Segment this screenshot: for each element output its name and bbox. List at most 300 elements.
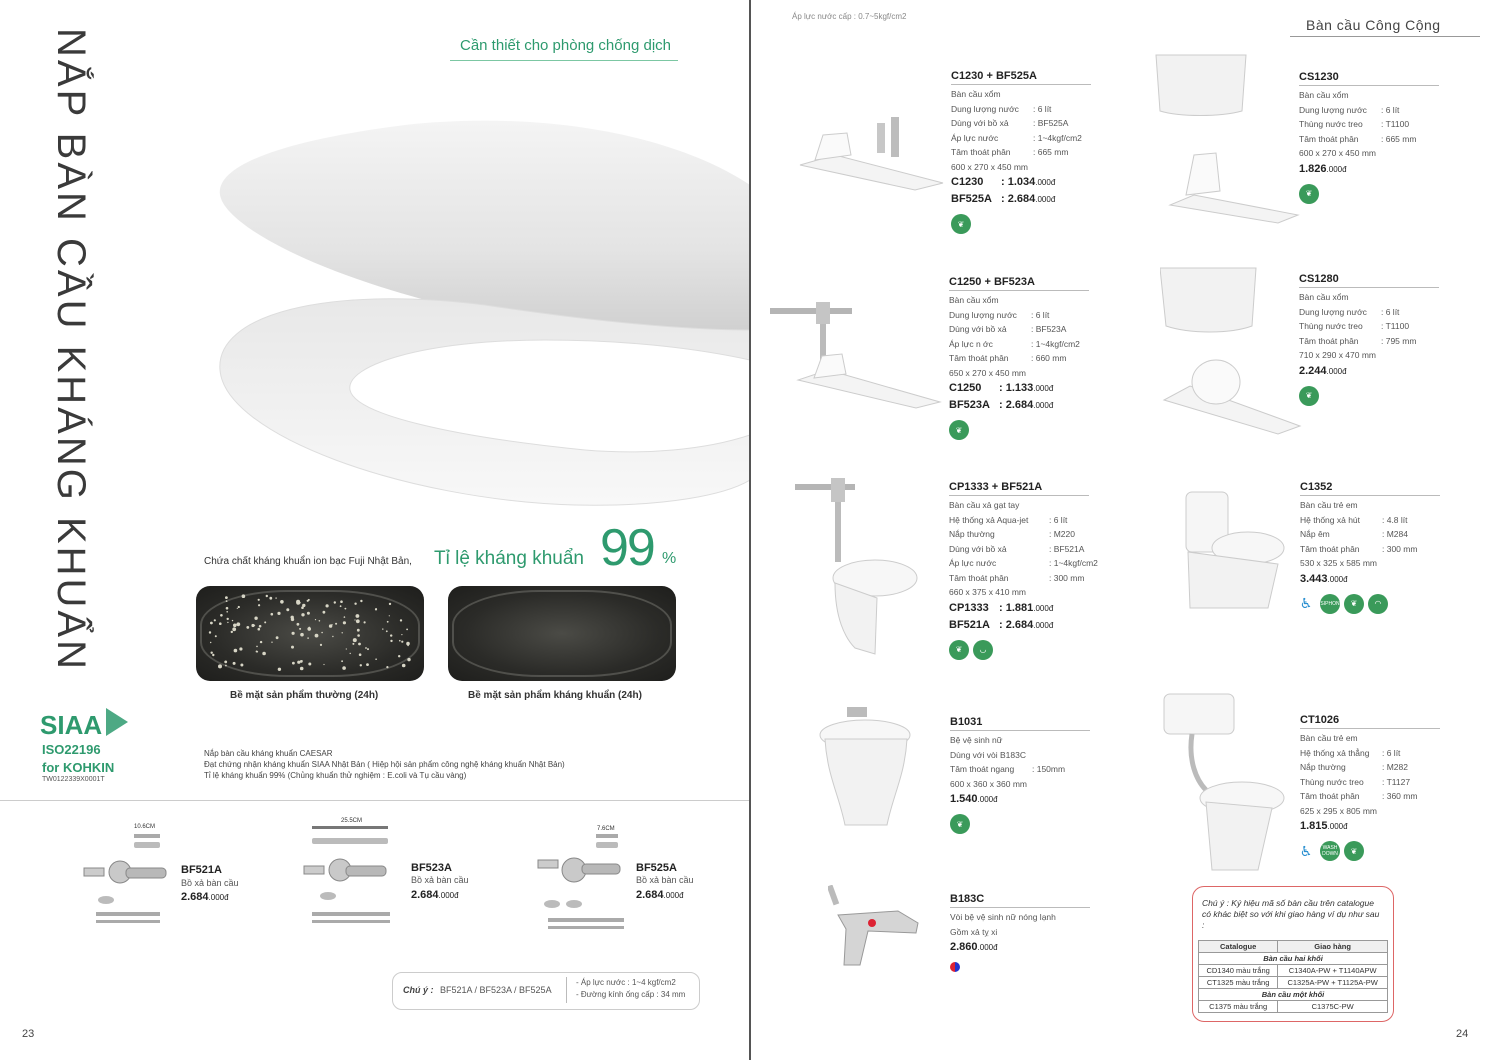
bacteria-dot (332, 636, 333, 637)
squat-toilet-cs1230-image (1150, 45, 1300, 225)
hot-cold-icon (950, 962, 960, 972)
spec-row: Hệ thống xả hút : 4.8 lít (1300, 514, 1408, 525)
price-row: BF525A : 2.684.000đ (951, 193, 1056, 205)
spec-row: Tâm thoát phân : 795 mm (1299, 335, 1417, 346)
bacteria-dot (209, 631, 211, 633)
petri-anti-caption: Bề mặt sản phẩm kháng khuẩn (24h) (468, 690, 642, 701)
spec-row: Hệ thống xả Aqua-jet : 6 lít (949, 514, 1068, 525)
bacteria-dot (233, 624, 237, 628)
bacteria-dot (225, 665, 227, 667)
bacteria-dot (259, 625, 262, 628)
bacteria-dot (366, 663, 369, 666)
product-type: Bàn cầu xổm (949, 295, 999, 305)
bacteria-dot (251, 624, 254, 627)
product-type: Bàn cầu trẻ em (1300, 733, 1358, 743)
valve-code: BF523A (411, 862, 452, 874)
bacteria-dot (307, 600, 309, 602)
bacteria-dot (211, 652, 213, 654)
spec-row: Tâm thoát phân : 300 mm (949, 572, 1085, 583)
petri-dish-normal-image (196, 586, 424, 681)
flush-valve-bf523a-image (298, 824, 408, 929)
product-size: 710 x 290 x 470 mm (1299, 350, 1377, 360)
product-type: Bàn cầu xổm (1299, 90, 1349, 100)
bacteria-dot (258, 599, 260, 601)
bacteria-dot (320, 644, 322, 646)
table-cell: CT1325 màu trắng (1199, 977, 1278, 989)
eco-leaf-icon: ❦ (949, 420, 969, 440)
bacteria-dot (346, 648, 347, 649)
bacteria-dot (256, 646, 258, 648)
price-row: BF523A : 2.684.000đ (949, 399, 1054, 411)
siaa-line: Tỉ lệ kháng khuẩn 99% (Chủng khuẩn thử nghiệm : E.coli và Tụ cầu vàng) (204, 771, 467, 780)
bacteria-dot (297, 623, 300, 626)
product-code: CP1333 + BF521A (949, 481, 1089, 496)
product-size: 530 x 325 x 585 mm (1300, 558, 1378, 568)
bacteria-dot (352, 643, 354, 645)
siaa-code: TW0122339X0001T (42, 776, 105, 783)
product-type: Bàn cầu xổm (951, 89, 1001, 99)
bacteria-dot (407, 658, 410, 661)
bacteria-dot (212, 654, 214, 656)
bacteria-dot (389, 615, 390, 616)
page-number-right: 24 (1456, 1028, 1469, 1040)
siaa-line: Đạt chứng nhận kháng khuẩn SIAA Nhật Bản ( Hiệp hội sản phẩm công nghệ kháng khuẩn Nhật Bản) (204, 760, 565, 769)
bacteria-dot (271, 613, 274, 616)
product-type: Bàn cầu trẻ em (1300, 500, 1358, 510)
dim-label: 10.6CM (134, 824, 156, 830)
bacteria-dot (233, 662, 236, 665)
tagline-underline (450, 60, 678, 61)
table-row (1199, 1001, 1388, 1013)
product-code: C1230 + BF525A (951, 70, 1091, 85)
spec-row: Thùng nước treo : T1127 (1300, 776, 1411, 787)
bacteria-dot (406, 642, 410, 646)
spec-row: Tâm thoát phân : 660 mm (949, 353, 1067, 363)
bacteria-dot (296, 600, 300, 604)
feature-icons (950, 962, 1090, 972)
bacteria-dot (375, 658, 377, 660)
bacteria-dot (335, 623, 337, 625)
bacteria-dot (278, 668, 281, 671)
squat-toilet-c1250-image (768, 298, 943, 413)
bacteria-dot (276, 636, 279, 639)
price-row: CP1333 : 1.881.000đ (949, 601, 1054, 614)
product-specs (950, 733, 1090, 791)
bacteria-dot (342, 666, 346, 670)
bacteria-dot (319, 620, 321, 622)
product-code: CT1026 (1300, 714, 1440, 729)
bacteria-dot (307, 627, 311, 631)
table-cell: C1375 màu trắng (1199, 1001, 1278, 1013)
valve-note-pressure: - Áp lực nước : 1~4 kgf/cm2 (576, 978, 676, 987)
product-type: Vòi bệ vệ sinh nữ nóng lạnh (950, 912, 1056, 922)
bacteria-dot (323, 664, 324, 665)
svg-text:SIAA: SIAA (40, 710, 103, 740)
spec-row: Dùng với bồ xả : BF521A (949, 543, 1085, 554)
bacteria-dot (291, 646, 294, 649)
product-specs (1300, 731, 1440, 818)
product-size: 600 x 270 x 450 mm (951, 161, 1029, 172)
table-cell: CD1340 màu trắng (1199, 965, 1278, 977)
bacteria-dot (215, 635, 217, 637)
squat-toilet-cs1280-image (1160, 262, 1310, 437)
product-specs (950, 910, 1090, 939)
product-code: C1250 + BF523A (949, 276, 1089, 291)
catalogue-note-text: Chú ý : Ký hiệu mã số bàn cầu trên catalogue có khác biệt so với khi giao hàng ví dụ như sau : (1202, 898, 1380, 930)
feature-icons (1296, 841, 1440, 861)
bacteria-dot (240, 664, 243, 667)
eco-leaf-icon: ❦ (951, 214, 971, 234)
table-cell: C1375C-PW (1278, 1001, 1388, 1013)
spec-row: Thùng nước treo : T1100 (1299, 321, 1410, 331)
bacteria-dot (315, 619, 316, 620)
dim-label: 25.5CM (341, 818, 363, 824)
bacteria-dot (238, 606, 240, 608)
product-b1031 (950, 716, 1090, 834)
tagline: Cần thiết cho phòng chống dịch (460, 37, 671, 54)
bacteria-dot (227, 618, 229, 620)
toilet-ct1026-image (1162, 690, 1292, 875)
bacteria-dot (331, 624, 332, 625)
water-saving-icon: ♿ (1299, 842, 1313, 859)
bacteria-dot (226, 611, 228, 613)
dim-label: 7.6CM (597, 826, 615, 832)
eco-leaf-icon: ❦ (950, 814, 970, 834)
feature-icons (1299, 386, 1439, 406)
bacteria-dot (323, 611, 326, 614)
feature-icons (949, 420, 1089, 440)
spec-row: Hệ thống xả thẳng : 6 lít (1300, 747, 1401, 758)
spec-row: Tâm thoát phân : 665 mm (1299, 133, 1417, 144)
bacteria-dot (302, 604, 305, 607)
bacteria-dot (297, 661, 300, 664)
table-group-row (1199, 953, 1388, 965)
product-specs (1299, 290, 1439, 363)
price-row: 1.815.000đ (1300, 820, 1348, 832)
valve-code: BF521A (181, 864, 222, 876)
valve-price: 2.684.000đ (181, 891, 229, 903)
product-size: 600 x 270 x 450 mm (1299, 148, 1377, 158)
bacteria-dot (389, 603, 391, 605)
table-cell: C1340A-PW + T1140APW (1278, 965, 1388, 977)
product-size: 625 x 295 x 805 mm (1300, 805, 1378, 816)
valve-code: BF525A (636, 862, 677, 874)
bacteria-dot (264, 621, 266, 623)
spec-row: Nắp thường : M220 (949, 529, 1075, 539)
price-row: 3.443.000đ (1300, 572, 1348, 585)
product-specs (949, 498, 1098, 600)
bacteria-dot (329, 624, 332, 627)
page-spine (749, 0, 751, 1060)
bacteria-dot (365, 647, 367, 649)
bacteria-dot (218, 664, 222, 668)
spec-row: Dung lượng nước : 6 lít (1299, 306, 1400, 317)
left-divider (0, 800, 750, 801)
product-cs1280 (1299, 273, 1439, 406)
valve-note-codes: BF521A / BF523A / BF525A (440, 985, 552, 995)
product-size: 600 x 360 x 360 mm (950, 778, 1028, 789)
bacteria-dot (360, 664, 362, 666)
wash-down-icon: WASH DOWN (1320, 841, 1340, 861)
valve-note-separator (566, 977, 567, 1003)
table-header: Giao hàng (1278, 941, 1388, 953)
bacteria-dot (382, 628, 383, 629)
product-c1352 (1300, 481, 1440, 614)
feature-icons (950, 814, 1090, 834)
spec-row: Tâm thoát phân : 665 mm (951, 147, 1069, 157)
bacteria-dot (386, 666, 388, 668)
bacteria-dot (232, 627, 236, 631)
product-code: CS1280 (1299, 273, 1439, 288)
section-title: Bàn cầu Công Cộng (1306, 17, 1441, 33)
bacteria-dot (239, 647, 242, 650)
product-specs (1300, 498, 1440, 571)
eco-leaf-icon: ❦ (949, 640, 969, 660)
svg-text:for KOHKIN: for KOHKIN (42, 760, 115, 775)
bacteria-dot (266, 595, 268, 597)
bacteria-dot (242, 594, 246, 598)
bacteria-dot (308, 663, 311, 666)
eco-leaf-icon: ❦ (1344, 594, 1364, 614)
bacteria-dot (269, 597, 272, 600)
water-saving-icon: ♿ (1299, 595, 1313, 611)
bacteria-dot (291, 618, 294, 621)
spec-row: Gồm xả tỵ xi (950, 926, 998, 937)
bacteria-dot (256, 651, 258, 653)
product-type: Bàn cầu xổm (1299, 292, 1349, 302)
bacteria-dot (226, 607, 229, 610)
product-b183c (950, 893, 1090, 972)
bacteria-dot (262, 652, 266, 656)
bacteria-dot (321, 632, 323, 634)
bacteria-dot (406, 629, 408, 631)
bacteria-dot (286, 608, 289, 611)
spec-row: Dung lượng nước : 6 lít (1299, 104, 1400, 115)
product-cp1333 (949, 481, 1098, 660)
bacteria-dot (401, 634, 402, 635)
bacteria-dot (307, 612, 310, 615)
bacteria-dot (232, 620, 233, 621)
bacteria-dot (344, 616, 346, 618)
bacteria-dot (315, 634, 319, 638)
price-row: BF521A : 2.684.000đ (949, 618, 1054, 631)
bacteria-dot (386, 630, 388, 632)
bacteria-dot (226, 600, 228, 602)
bacteria-dot (210, 642, 211, 643)
bacteria-dot (254, 617, 257, 620)
product-size: 650 x 270 x 450 mm (949, 367, 1027, 378)
bacteria-dot (227, 622, 228, 623)
bacteria-dot (224, 661, 227, 664)
price-row: 2.244.000đ (1299, 364, 1347, 377)
seat-shape-icon: ◡ (973, 640, 993, 660)
spec-row: Dùng với bồ xả : BF525A (951, 118, 1069, 128)
spec-row: Dùng với bồ xả : BF523A (949, 324, 1067, 334)
bacteria-dot (308, 599, 310, 601)
valve-price: 2.684.000đ (636, 889, 684, 901)
bacteria-dot (340, 605, 342, 607)
spec-row: Áp lực nước : 1~4kgf/cm2 (949, 558, 1098, 568)
flush-valve-bf521a-image (78, 830, 178, 930)
bacteria-dot (307, 637, 309, 639)
bacteria-dot (258, 604, 260, 606)
spec-row: Tâm thoát ngang : 150mm (950, 764, 1066, 774)
antibacterial-lead-text: Chứa chất kháng khuẩn ion bạc Fuji Nhật Bản, (204, 556, 412, 567)
feature-icons (1299, 184, 1439, 204)
spec-row: Dùng với vòi B183C (950, 749, 1026, 760)
product-code: C1352 (1300, 481, 1440, 496)
spec-row: Tâm thoát phân : 300 mm (1300, 543, 1418, 554)
antibacterial-rate-number: 99 (600, 519, 654, 577)
siaa-line: Nắp bàn cầu kháng khuẩn CAESAR (204, 749, 333, 758)
bacteria-dot (219, 622, 222, 625)
product-cs1230 (1299, 71, 1439, 204)
price-row: 1.540.000đ (950, 793, 998, 805)
antibacterial-rate-label: Tỉ lệ kháng khuẩn (434, 548, 584, 569)
spec-row: Dung lượng nước : 6 lít (951, 103, 1052, 114)
bacteria-dot (356, 619, 360, 623)
price-row: 1.826.000đ (1299, 162, 1347, 175)
bacteria-dot (225, 596, 228, 599)
feature-icons (1296, 594, 1440, 614)
bacteria-dot (301, 660, 302, 661)
bacteria-dot (402, 664, 406, 668)
valve-desc: Bồ xả bàn cầu (181, 878, 239, 888)
bacteria-dot (375, 608, 377, 610)
bacteria-dot (334, 601, 336, 603)
table-group-row (1199, 989, 1388, 1001)
vertical-title: NẮP BÀN CẦU KHÁNG KHUẨN (49, 28, 93, 672)
bacteria-dot (341, 660, 343, 662)
feature-icons (951, 214, 1091, 234)
bacteria-dot (353, 638, 357, 642)
spec-row: Tâm thoát phân : 360 mm (1300, 791, 1418, 801)
product-ct1026 (1300, 714, 1440, 861)
valve-price: 2.684.000đ (411, 889, 459, 901)
bacteria-dot (390, 634, 392, 636)
bacteria-dot (357, 634, 360, 637)
product-size: 660 x 375 x 410 mm (949, 587, 1027, 597)
bacteria-dot (271, 642, 272, 643)
section-title-underline (1290, 36, 1480, 37)
bacteria-dot (301, 606, 304, 609)
feature-icons (949, 640, 1098, 660)
bacteria-dot (299, 602, 300, 603)
table-header: Catalogue (1199, 941, 1278, 953)
bacteria-dot (390, 640, 392, 642)
spec-row: Nắp thường : M282 (1300, 762, 1408, 772)
page-number-left: 23 (22, 1028, 35, 1040)
bacteria-dots (196, 586, 424, 681)
toilet-c1352-image (1178, 488, 1290, 618)
table-header-row (1199, 941, 1388, 953)
bacteria-dot (301, 613, 304, 616)
siaa-mark-icon (40, 704, 140, 776)
price-row: C1250 : 1.133.000đ (949, 382, 1054, 394)
bacteria-dot (231, 631, 233, 633)
product-c1250 (949, 276, 1089, 440)
pressure-note: Áp lực nước cấp : 0.7~5kgf/cm2 (792, 12, 907, 21)
eco-leaf-icon: ❦ (1299, 386, 1319, 406)
bacteria-dot (234, 649, 238, 653)
valve-note-title: Chú ý : (403, 985, 434, 995)
bacteria-dot (345, 608, 347, 610)
bacteria-dot (254, 625, 255, 626)
bacteria-dot (220, 614, 223, 617)
product-c1230 (951, 70, 1091, 234)
toilet-cp1333-image (795, 478, 920, 668)
bacteria-dot (375, 608, 376, 609)
product-type: Bàn cầu xả gạt tay (949, 500, 1020, 510)
bacteria-dot (292, 662, 295, 665)
table-group-label: Bàn cầu một khối (1199, 989, 1388, 1001)
bacteria-dot (398, 655, 400, 657)
spec-row: Áp lực nước : 1~4kgf/cm2 (951, 132, 1082, 143)
table-row (1199, 977, 1388, 989)
product-code: CS1230 (1299, 71, 1439, 86)
bacteria-dot (277, 612, 280, 615)
bacteria-dot (308, 628, 311, 631)
product-type: Bệ vệ sinh nữ (950, 735, 1003, 745)
catalogue-code-table (1198, 940, 1388, 1013)
product-code: B183C (950, 893, 1090, 908)
bacteria-dot (387, 621, 389, 623)
bacteria-dot (359, 653, 362, 656)
soft-close-icon: ◠ (1368, 594, 1388, 614)
bacteria-dot (407, 645, 409, 647)
bacteria-dot (400, 619, 402, 621)
bacteria-dot (342, 632, 343, 633)
bacteria-dot (364, 621, 366, 623)
table-group-label: Bàn cầu hai khối (1199, 953, 1388, 965)
table-row (1199, 965, 1388, 977)
bacteria-dot (401, 641, 403, 643)
valve-note-diameter: - Đường kính ống cấp : 34 mm (576, 990, 686, 999)
spec-row: Áp lực n ớc : 1~4kgf/cm2 (949, 338, 1080, 349)
bacteria-dot (299, 628, 301, 630)
bacteria-dot (308, 627, 310, 629)
bacteria-dot (326, 604, 329, 607)
bacteria-dot (399, 640, 401, 642)
product-code: B1031 (950, 716, 1090, 731)
bacteria-dot (291, 616, 294, 619)
bacteria-dot (237, 608, 238, 609)
bacteria-dot (350, 653, 351, 654)
bacteria-dot (275, 597, 276, 598)
bacteria-dot (260, 641, 262, 643)
bacteria-dot (367, 648, 369, 650)
bacteria-dot (300, 667, 304, 671)
bacteria-dot (343, 621, 346, 624)
bacteria-dot (257, 651, 259, 653)
bacteria-dot (296, 601, 300, 605)
product-specs (949, 293, 1089, 380)
bacteria-dot (214, 619, 216, 621)
bacteria-dot (360, 600, 362, 602)
bacteria-dot (210, 622, 213, 625)
eco-leaf-icon: ❦ (1344, 841, 1364, 861)
petri-normal-caption: Bề mặt sản phẩm thường (24h) (230, 690, 379, 701)
bacteria-dot (300, 633, 304, 637)
bacteria-dot (340, 600, 343, 603)
table-cell: C1325A-PW + T1125A-PW (1278, 977, 1388, 989)
product-specs (1299, 88, 1439, 161)
toilet-seat-image (205, 115, 750, 515)
bacteria-dot (292, 632, 295, 635)
bacteria-dot (300, 660, 303, 663)
petri-dish-antibacterial-image (448, 586, 676, 681)
bacteria-dot (354, 619, 355, 620)
